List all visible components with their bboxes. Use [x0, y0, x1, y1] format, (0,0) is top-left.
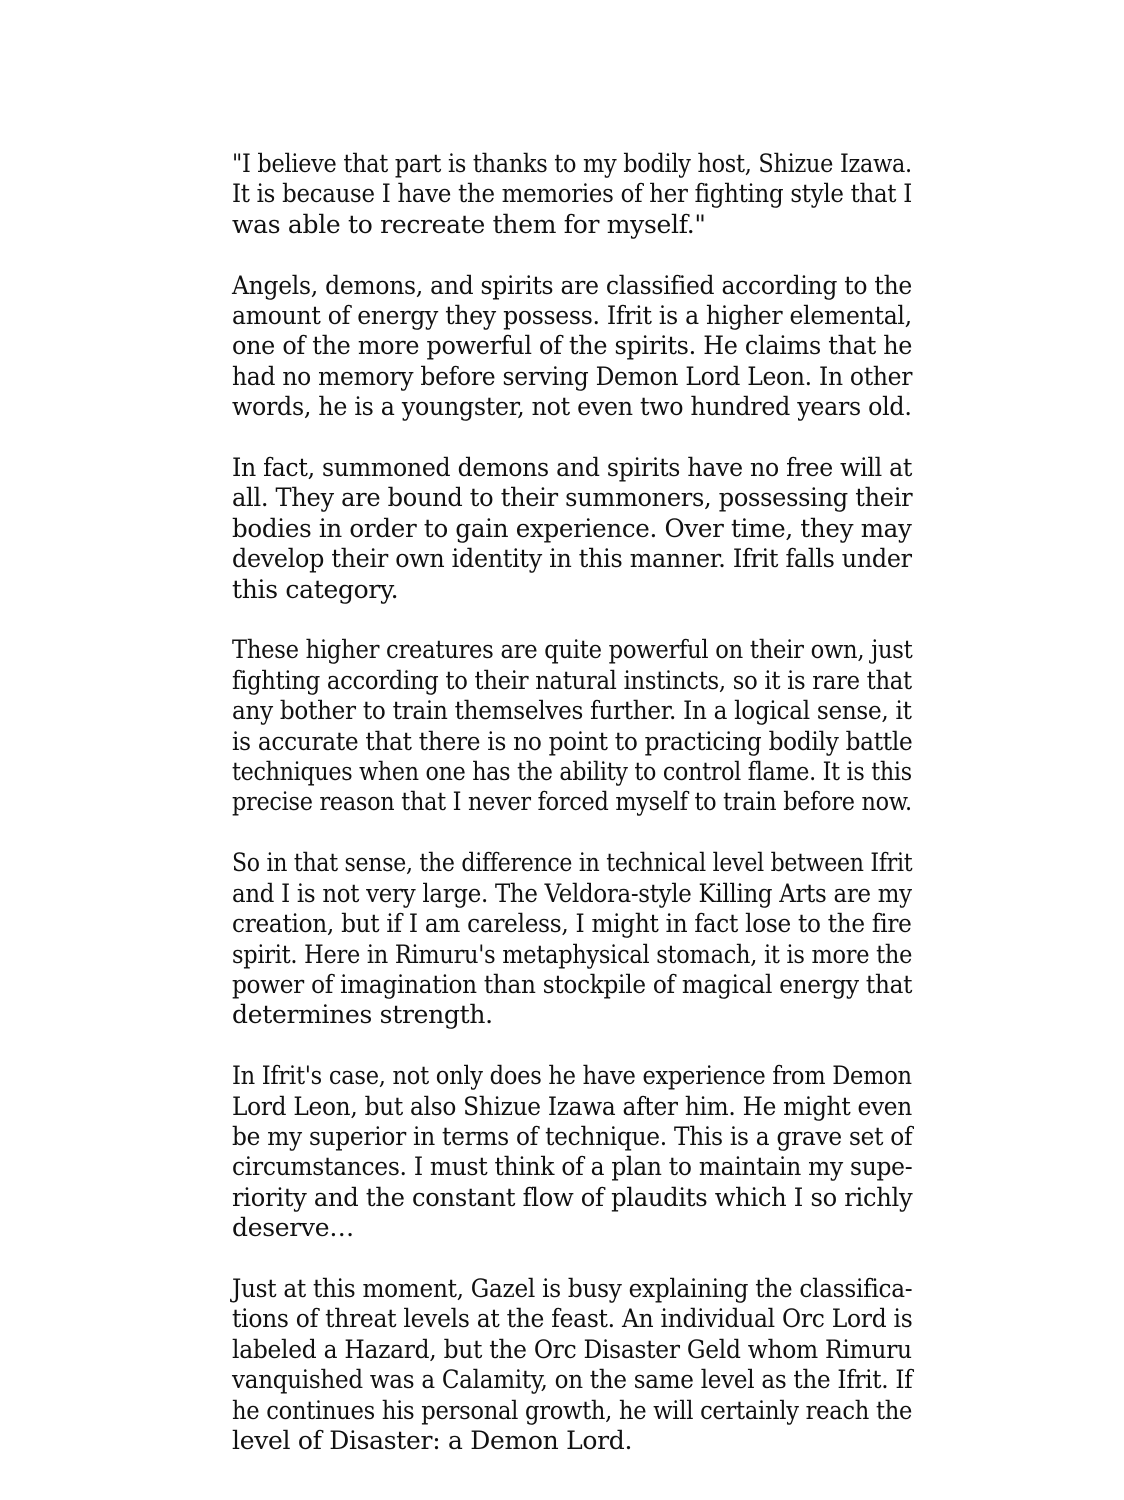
text-line: this category.	[232, 574, 399, 604]
paragraph	[232, 848, 912, 1030]
text-line: level of Disaster: a Demon Lord.	[232, 1425, 633, 1455]
text-line: was able to recreate them for myself."	[232, 209, 706, 239]
text-line: tions of threat levels at the feast. An individual Orc Lord is	[232, 1304, 913, 1334]
body-text	[232, 149, 912, 1487]
text-line: fighting according to their natural instincts, so it is rare that	[232, 665, 912, 695]
text-line: power of imagination than stockpile of magical energy that	[232, 969, 913, 999]
text-line: any bother to train themselves further. In a logical sense, it	[232, 696, 912, 726]
text-line: deserve…	[232, 1213, 354, 1243]
text-line: labeled a Hazard, but the Orc Disaster Geld whom Rimuru	[232, 1334, 912, 1364]
paragraph	[232, 635, 912, 817]
text-line: had no memory before serving Demon Lord Leon. In other	[232, 361, 913, 391]
text-line: bodies in order to gain experience. Over time, they may	[232, 513, 912, 543]
text-line: all. They are bound to their summoners, possessing their	[232, 483, 913, 513]
text-line: So in that sense, the difference in technical level between Ifrit	[232, 848, 913, 878]
text-line: be my superior in terms of technique. This is a grave set of	[232, 1121, 913, 1151]
text-line: Just at this moment, Gazel is busy explaining the classifica-	[232, 1273, 913, 1303]
text-line: circumstances. I must think of a plan to maintain my supe-	[232, 1152, 913, 1182]
text-line: develop their own identity in this manner. Ifrit falls under	[232, 544, 912, 574]
text-line: Lord Leon, but also Shizue Izawa after him. He might even	[232, 1091, 912, 1121]
text-line: riority and the constant flow of plaudits which I so richly	[232, 1182, 913, 1212]
paragraph	[232, 453, 912, 605]
paragraph	[232, 1274, 912, 1456]
text-line: vanquished was a Calamity, on the same level as the Ifrit. If	[232, 1365, 913, 1395]
paragraph	[232, 271, 912, 423]
paragraph	[232, 1061, 912, 1243]
text-line: spirit. Here in Rimuru's metaphysical stomach, it is more the	[232, 939, 913, 969]
text-line: determines strength.	[232, 1000, 493, 1030]
text-line: one of the more powerful of the spirits. He claims that he	[232, 331, 913, 361]
text-line: creation, but if I am careless, I might in fact lose to the fire	[232, 909, 912, 939]
text-line: amount of energy they possess. Ifrit is a higher elemental,	[232, 301, 912, 331]
text-line: is accurate that there is no point to practicing bodily battle	[232, 726, 913, 756]
text-line: techniques when one has the ability to control flame. It is this	[232, 757, 912, 787]
text-line: It is because I have the memories of her fighting style that I	[232, 179, 912, 209]
text-line: precise reason that I never forced myself to train before now.	[232, 787, 912, 817]
text-line: he continues his personal growth, he will certainly reach the	[232, 1395, 913, 1425]
text-line: These higher creatures are quite powerful on their own, just	[232, 635, 913, 665]
text-line: Angels, demons, and spirits are classified according to the	[232, 270, 912, 300]
text-line: In fact, summoned demons and spirits have no free will at	[232, 453, 913, 483]
text-line: In Ifrit's case, not only does he have experience from Demon	[232, 1061, 912, 1091]
text-line: and I is not very large. The Veldora-style Killing Arts are my	[232, 878, 912, 908]
text-line: words, he is a youngster, not even two hundred years old.	[232, 392, 912, 422]
text-line: "I believe that part is thanks to my bodily host, Shizue Izawa.	[232, 149, 912, 178]
paragraph	[232, 149, 912, 240]
